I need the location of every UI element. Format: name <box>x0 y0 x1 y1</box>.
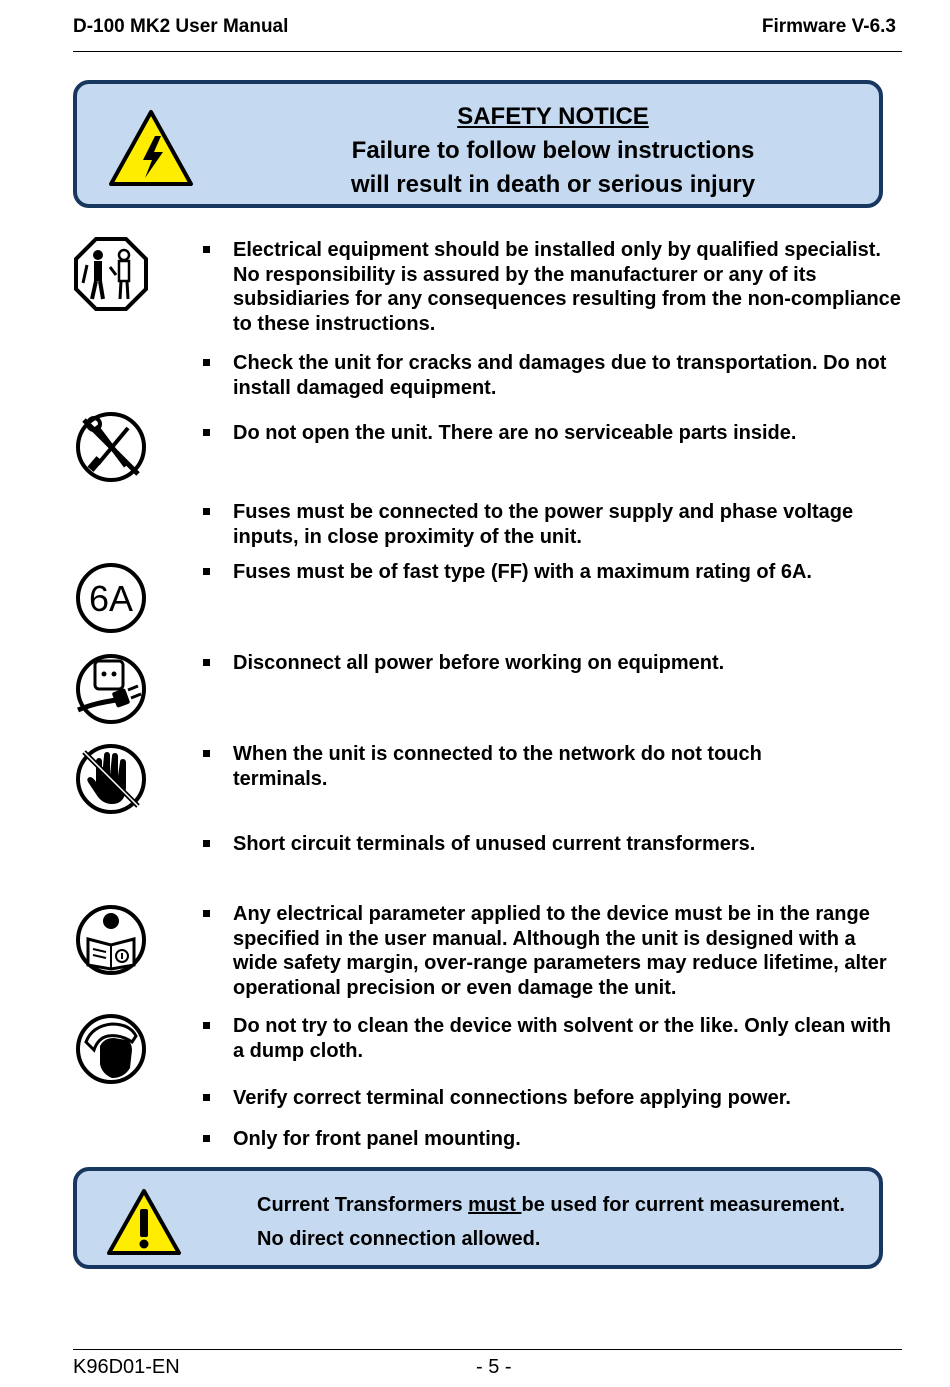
high-voltage-warning-icon <box>107 108 195 188</box>
safety-notice-heading: SAFETY NOTICE <box>457 103 649 130</box>
qualified-personnel-icon <box>74 237 148 311</box>
page-number: - 5 - <box>476 1356 512 1378</box>
footer-divider <box>73 1349 902 1350</box>
document-code: K96D01-EN <box>73 1356 180 1378</box>
list-item: Disconnect all power before working on equipment. <box>203 651 903 676</box>
fuse-6a-icon <box>74 561 148 635</box>
ct-notice-line2: No direct connection allowed. <box>257 1228 541 1250</box>
manual-title: D-100 MK2 User Manual <box>73 16 289 37</box>
list-item: Fuses must be of fast type (FF) with a maximum rating of 6A. <box>203 560 903 585</box>
list-item: Electrical equipment should be installed only by qualified specialist. No responsibility is assured by the manufacturer or any of its subsidiaries for any consequences resulting from the non-compliance to these instructions. <box>203 238 903 336</box>
list-item: Short circuit terminals of unused current transformers. <box>203 832 903 857</box>
safety-notice-text <box>227 100 879 202</box>
list-item: When the unit is connected to the network do not touch terminals. <box>203 742 823 791</box>
list-item: Do not open the unit. There are no serviceable parts inside. <box>203 421 903 446</box>
safety-notice-line1: Failure to follow below instructions <box>351 137 755 164</box>
header-divider <box>73 51 902 52</box>
disconnect-plug-icon <box>74 652 148 726</box>
fuse-6a-label: 6A <box>88 578 134 619</box>
list-item: Any electrical parameter applied to the device must be in the range specified in the user manual. Although the unit is designed with a wide safety margin, over-range parameters may reduce lifetime, alter operational precision or even damage the unit. <box>203 902 903 1000</box>
no-tools-icon <box>74 410 148 484</box>
clean-cloth-icon <box>74 1012 148 1086</box>
no-touch-hand-icon <box>74 742 148 816</box>
safety-notice-line2: will result in death or serious injury <box>350 171 756 198</box>
list-item: Check the unit for cracks and damages due to transportation. Do not install damaged equipment. <box>203 351 903 400</box>
list-item: Fuses must be connected to the power supply and phase voltage inputs, in close proximity of the unit. <box>203 500 903 549</box>
general-warning-icon <box>105 1187 183 1257</box>
ct-notice-box <box>73 1167 883 1269</box>
list-item: Verify correct terminal connections before applying power. <box>203 1086 903 1111</box>
list-item: Only for front panel mounting. <box>203 1127 903 1152</box>
firmware-version: Firmware V-6.3 <box>761 16 896 37</box>
safety-notice-box <box>73 80 883 208</box>
list-item: Do not try to clean the device with solvent or the like. Only clean with a dump cloth. <box>203 1014 903 1063</box>
read-manual-icon <box>74 903 148 977</box>
ct-notice-line1: Current Transformers must be used for current measurement. <box>257 1194 845 1216</box>
